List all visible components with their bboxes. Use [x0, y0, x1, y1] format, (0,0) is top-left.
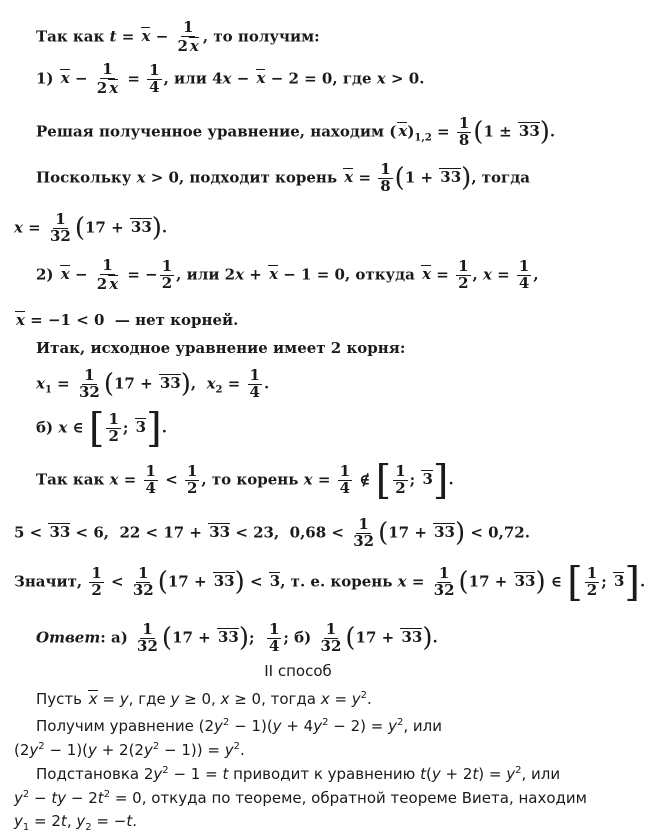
line-21: $y_1 = 2t$, $y_2 = -t$. — [14, 812, 137, 833]
line-3: Решая полученное уравнение, находим ( $x)_{1,2}$ = $\frac{1}{8}$ (1 ± 33). — [36, 114, 556, 149]
line-11: Так как x = $\frac{1}{4}$ < $\frac{1}{2}$ , то корень x = $\frac{1}{4}$ ∉ [ $\frac{1}{2}$ ; 3]. — [36, 457, 454, 504]
line-19: Подстановка $2y^2 - 1 = t$ приводит к уравнению $t(y + 2t) = y^2$, или — [36, 765, 561, 783]
line-12: 5 < 33 < 6, 22 < 17 + 33 < 23, 0,68 < $\frac{1}{32}$ (17 + 33) < 0,72. — [14, 515, 530, 550]
line-8: Итак, исходное уравнение имеет 2 корня: — [36, 339, 406, 357]
section-heading: II способ — [264, 662, 332, 680]
line-9: $x_1$ = $\frac{1}{32}$ (17 + 33), $x_2$ = $\frac{1}{4}$ . — [36, 366, 270, 401]
line-10: б) x ∈ [ $\frac{1}{2}$ ; 3]. — [36, 405, 167, 452]
line-4: Поскольку x > 0, подходит корень x = $\frac{1}{8}$ (1 + 33), тогда — [36, 160, 530, 195]
line-14: Ответ: а) $\frac{1}{32}$ (17 + 33); $\frac{1}{4}$ ; б) $\frac{1}{32}$ (17 + 33). — [36, 620, 438, 655]
line-17: Получим уравнение $(2y^2 - 1)(y + 4y^2 - 2) = y^2$, или — [36, 717, 442, 735]
line-18: $(2y^2 - 1)(y + 2(2y^2 - 1)) = y^2$. — [14, 741, 245, 759]
line-2: 1) x − $\frac{1}{2 x}$ = $\frac{1}{4}$ , или 4x − x − 2 = 0, где x > 0. — [36, 60, 425, 97]
line-16: Пусть x = y, где y ≥ 0, x ≥ 0, тогда $x = y^2$. — [36, 690, 372, 708]
line-6: 2) x − $\frac{1}{2 x}$ = − $\frac{1}{2}$ , или 2x + x − 1 = 0, откуда x = $\frac{1}{2}$ , x = $\frac{1}{4}$ , — [36, 256, 539, 293]
line-5: x = $\frac{1}{32}$ (17 + 33). — [14, 210, 168, 245]
line-13: Значит, $\frac{1}{2}$ < $\frac{1}{32}$ (17 + 33) < 3, т. е. корень x = $\frac{1}{32}$ (17 + 33) ∈ [ $\frac{1}{2}$ ; 3]. — [14, 559, 645, 606]
line-20: $y^2$ − ty − $2t^2 = 0$, откуда по теореме, обратной теореме Виета, находим — [14, 789, 587, 807]
line-7: x = −1 < 0 — нет корней. — [16, 311, 239, 329]
line-1: Так как t = x − $\frac{1}{2 x}$ , то получим: — [36, 18, 320, 55]
